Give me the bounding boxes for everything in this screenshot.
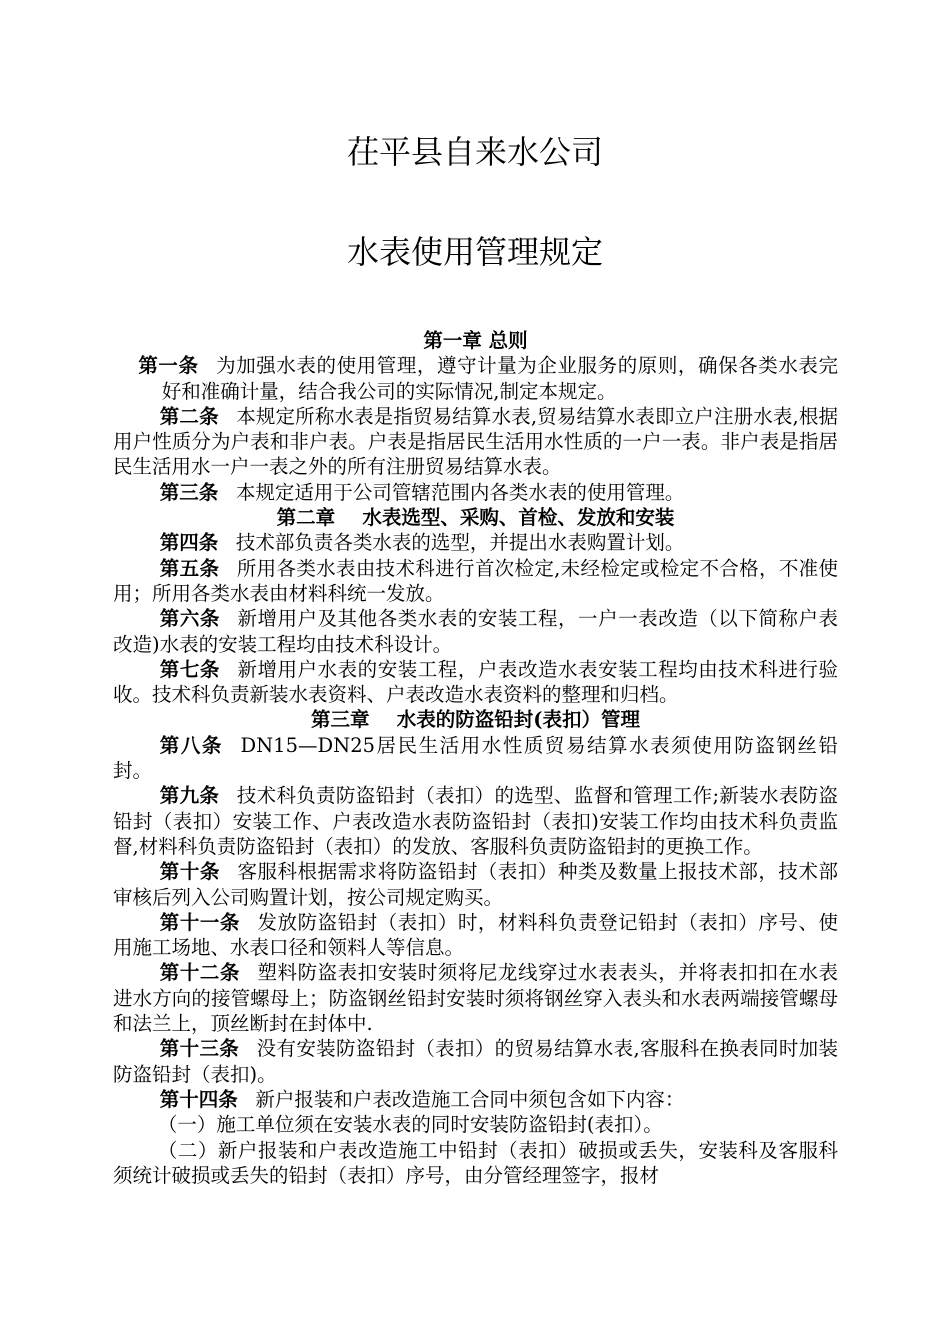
article-number: 第十一条 <box>159 910 240 934</box>
article-number: 第四条 <box>159 531 219 555</box>
chapter-heading <box>113 505 838 530</box>
chapter-heading <box>113 328 838 353</box>
article-number: 第七条 <box>159 657 220 681</box>
article-text: 技术部负责各类水表的选型，并提出水表购置计划。 <box>235 531 685 555</box>
article <box>113 1087 838 1112</box>
article <box>113 657 838 708</box>
chapter-number: 第二章 <box>276 506 336 530</box>
article <box>113 353 838 404</box>
article-number: 第九条 <box>159 784 220 808</box>
article <box>113 910 838 961</box>
chapter-name: 水表的防盗铅封(表扣）管理 <box>396 708 641 732</box>
chapter-heading <box>113 707 838 732</box>
article-text: 新增用户及其他各类水表的安装工程，一户一表改造（以下简称户表改造)水表的安装工程均由技术科设计。 <box>113 607 838 656</box>
article-text: 本规定所称水表是指贸易结算水表,贸易结算水表即立户注册水表,根据用户性质分为户表和非户表。户表是指居民生活用水性质的一户一表。非户表是指居民生活用水一户一表之外的所有注册贸易结算水表。 <box>113 404 838 479</box>
article <box>113 404 838 480</box>
article-text: 本规定适用于公司管辖范围内各类水表的使用管理。 <box>235 480 685 504</box>
article-text: 为加强水表的使用管理，遵守计量为企业服务的原则，确保各类水表完好和准确计量，结合我公司的实际情况,制定本规定。 <box>161 354 838 403</box>
document-subtitle: 水表使用管理规定 <box>346 233 603 271</box>
article-text: DN15—DN25居民生活用水性质贸易结算水表须使用防盗钢丝铅封。 <box>113 733 838 783</box>
document-title: 茌平县自来水公司 <box>346 133 603 171</box>
list-item: （二）新户报装和户表改造施工中铅封（表扣）破损或丢失，安装科及客服科须统计破损或丢失的铅封（表扣）序号，由分管经理签字，报材 <box>113 1138 838 1187</box>
article-text: 没有安装防盗铅封（表扣）的贸易结算水表,客服科在换表同时加装防盗铅封（表扣)。 <box>113 1037 838 1086</box>
article-number: 第一条 <box>138 354 199 378</box>
article <box>113 733 838 784</box>
article-number: 第八条 <box>159 733 223 757</box>
article <box>113 960 838 1036</box>
article <box>113 783 838 859</box>
article <box>113 556 838 607</box>
article-number: 第十二条 <box>159 961 240 985</box>
article-text: 塑料防盗表扣安装时须将尼龙线穿过水表表头，并将表扣扣在水表进水方向的接管螺母上；防盗钢丝铅封安装时须将钢丝穿入表头和水表两端接管螺母和法兰上，顶丝断封在封体中. <box>113 961 838 1036</box>
article-number: 第五条 <box>159 556 220 580</box>
article-text: 技术科负责防盗铅封（表扣）的选型、监督和管理工作;新装水表防盗铅封（表扣）安装工作、户表改造水表防盗铅封（表扣)安装工作均由技术科负责监督,材料科负责防盗铅封（表扣）的发放、客服科负责防盗铅封的更换工作。 <box>113 784 838 858</box>
article <box>113 530 838 555</box>
article-number: 第十条 <box>159 860 220 884</box>
list-item: （一）施工单位须在安装水表的同时安装防盗铅封(表扣）。 <box>157 1113 663 1137</box>
chapter-name: 总则 <box>488 329 528 352</box>
article <box>113 606 838 657</box>
chapter-number: 第三章 <box>310 708 370 732</box>
article-number: 第十四条 <box>159 1087 238 1111</box>
article-number: 第二条 <box>159 404 219 428</box>
article-number: 第三条 <box>159 480 219 504</box>
article <box>113 859 838 910</box>
article-text: 发放防盗铅封（表扣）时，材料科负责登记铅封（表扣）序号、使用施工场地、水表口径和领料人等信息。 <box>113 910 838 960</box>
article-text: 所用各类水表由技术科进行首次检定,未经检定或检定不合格，不准使用；所用各类水表由材料科统一发放。 <box>113 556 838 605</box>
article <box>113 480 838 505</box>
chapter-number: 第一章 <box>423 329 482 352</box>
article-number: 第十三条 <box>159 1037 240 1061</box>
article-number: 第六条 <box>159 607 220 631</box>
chapter-name: 水表选型、采购、首检、发放和安装 <box>362 506 675 530</box>
article-text: 客服科根据需求将防盗铅封（表扣）种类及数量上报技术部，技术部审核后列入公司购置计划，按公司规定购买。 <box>113 860 838 909</box>
article-text: 新增用户水表的安装工程，户表改造水表安装工程均由技术科进行验收。技术科负责新装水表资料、户表改造水表资料的整理和归档。 <box>113 657 838 707</box>
document-body <box>113 328 838 1188</box>
article-text: 新户报装和户表改造施工合同中须包含如下内容： <box>255 1087 685 1111</box>
article <box>113 1036 838 1087</box>
